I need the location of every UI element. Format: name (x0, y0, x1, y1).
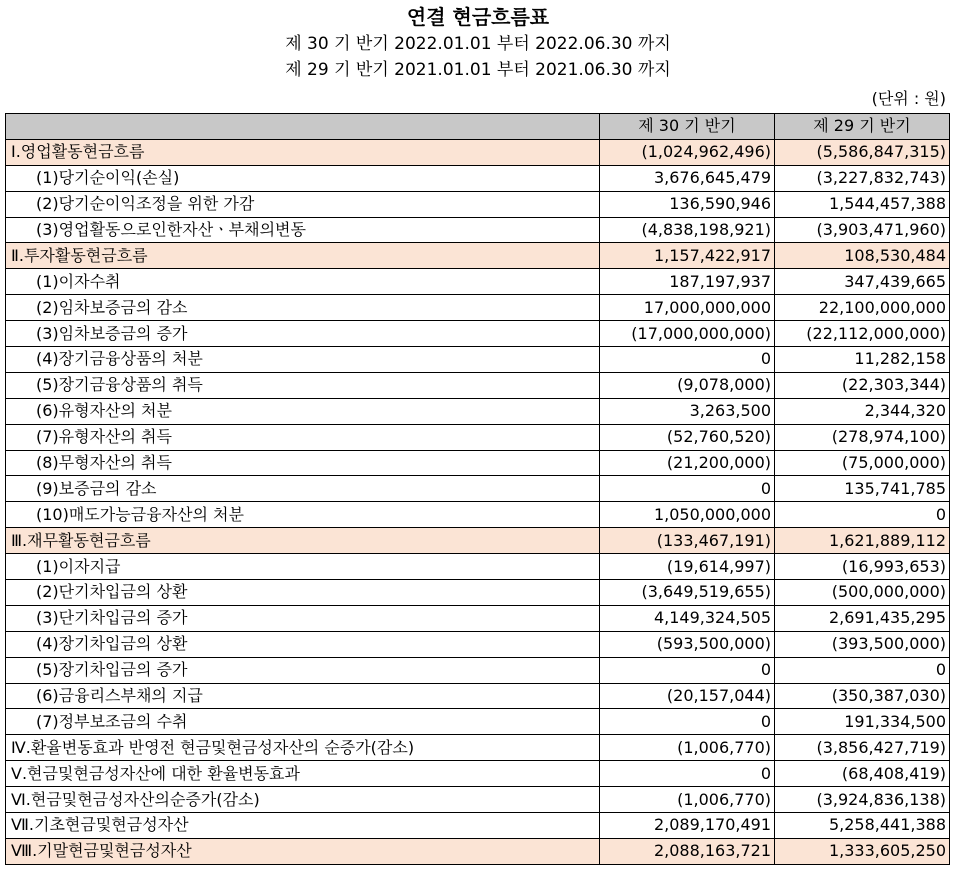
current-period-value: 2,088,163,721 (600, 838, 775, 864)
current-period-value: 17,000,000,000 (600, 295, 775, 321)
prior-period-value: (350,387,030) (775, 683, 950, 709)
table-row (6, 191, 950, 217)
period-current: 제 30 기 반기 2022.01.01 부터 2022.06.30 까지 (285, 34, 671, 54)
prior-period-value: 0 (775, 657, 950, 683)
prior-period-value: 0 (775, 502, 950, 528)
row-label: (1)이자수취 (6, 269, 600, 295)
table-row (6, 347, 950, 373)
row-label: (2)단기차입금의 상환 (6, 580, 600, 606)
period-prior: 제 29 기 반기 2021.01.01 부터 2021.06.30 까지 (285, 60, 671, 80)
prior-period-value: 2,691,435,295 (775, 605, 950, 631)
prior-period-value: (278,974,100) (775, 424, 950, 450)
table-row (6, 631, 950, 657)
prior-period-value: (5,586,847,315) (775, 139, 950, 165)
row-label: (3)임차보증금의 증가 (6, 321, 600, 347)
table-row (6, 372, 950, 398)
row-label: (3)단기차입금의 증가 (6, 605, 600, 631)
current-period-value: 0 (600, 657, 775, 683)
current-period-value: 1,157,422,917 (600, 243, 775, 269)
current-period-value: (19,614,997) (600, 554, 775, 580)
row-label: (7)유형자산의 취득 (6, 424, 600, 450)
table-row (6, 709, 950, 735)
current-period-value: (1,024,962,496) (600, 139, 775, 165)
current-period-value: 4,149,324,505 (600, 605, 775, 631)
current-period-value: (52,760,520) (600, 424, 775, 450)
prior-period-value: 11,282,158 (775, 347, 950, 373)
prior-period-value: (3,924,836,138) (775, 787, 950, 813)
table-row (6, 605, 950, 631)
statement-title: 연결 현금흐름표 (406, 5, 550, 29)
section-row (6, 528, 950, 554)
prior-period-value: (500,000,000) (775, 580, 950, 606)
row-label: Ⅰ.영업활동현금흐름 (6, 139, 600, 165)
table-row (6, 813, 950, 839)
section-row (6, 243, 950, 269)
current-period-value: (1,006,770) (600, 735, 775, 761)
current-period-value: (1,006,770) (600, 787, 775, 813)
prior-period-value: 1,621,889,112 (775, 528, 950, 554)
current-period-value: (3,649,519,655) (600, 580, 775, 606)
row-label: (10)매도가능금융자산의 처분 (6, 502, 600, 528)
row-label: (1)이자지급 (6, 554, 600, 580)
row-label: (7)정부보조금의 수취 (6, 709, 600, 735)
prior-period-value: 22,100,000,000 (775, 295, 950, 321)
row-label: (8)무형자산의 취득 (6, 450, 600, 476)
header-prior-period: 제 29 기 반기 (775, 114, 950, 140)
table-row (6, 787, 950, 813)
prior-period-value: 5,258,441,388 (775, 813, 950, 839)
table-row (6, 424, 950, 450)
table-row (6, 476, 950, 502)
cash-flow-table (5, 113, 950, 865)
row-label: (6)유형자산의 처분 (6, 398, 600, 424)
current-period-value: (21,200,000) (600, 450, 775, 476)
prior-period-value: 191,334,500 (775, 709, 950, 735)
prior-period-value: (22,303,344) (775, 372, 950, 398)
row-label: (2)당기순이익조정을 위한 가감 (6, 191, 600, 217)
table-row (6, 580, 950, 606)
current-period-value: 1,050,000,000 (600, 502, 775, 528)
table-row (6, 269, 950, 295)
current-period-value: 0 (600, 347, 775, 373)
current-period-value: 0 (600, 476, 775, 502)
prior-period-value: (3,856,427,719) (775, 735, 950, 761)
unit-label: (단위 : 원) (871, 89, 946, 108)
section-row (6, 139, 950, 165)
table-row (6, 165, 950, 191)
row-label: (9)보증금의 감소 (6, 476, 600, 502)
row-label: (5)장기금융상품의 취득 (6, 372, 600, 398)
row-label: Ⅱ.투자활동현금흐름 (6, 243, 600, 269)
row-label: Ⅷ.기말현금및현금성자산 (6, 838, 600, 864)
current-period-value: 0 (600, 709, 775, 735)
current-period-value: (17,000,000,000) (600, 321, 775, 347)
header-blank-cell (6, 114, 600, 140)
table-row (6, 502, 950, 528)
table-row (6, 657, 950, 683)
prior-period-value: (16,993,653) (775, 554, 950, 580)
row-label: Ⅴ.현금및현금성자산에 대한 환율변동효과 (6, 761, 600, 787)
table-row (6, 295, 950, 321)
table-body (6, 139, 950, 864)
table-row (6, 217, 950, 243)
table-row (6, 735, 950, 761)
prior-period-value: 135,741,785 (775, 476, 950, 502)
current-period-value: (593,500,000) (600, 631, 775, 657)
prior-period-value: 347,439,665 (775, 269, 950, 295)
table-row (6, 450, 950, 476)
row-label: (4)장기금융상품의 처분 (6, 347, 600, 373)
row-label: Ⅳ.환율변동효과 반영전 현금및현금성자산의 순증가(감소) (6, 735, 600, 761)
row-label: Ⅶ.기초현금및현금성자산 (6, 813, 600, 839)
row-label: Ⅲ.재무활동현금흐름 (6, 528, 600, 554)
row-label: Ⅵ.현금및현금성자산의순증가(감소) (6, 787, 600, 813)
prior-period-value: (393,500,000) (775, 631, 950, 657)
prior-period-value: 1,544,457,388 (775, 191, 950, 217)
current-period-value: 187,197,937 (600, 269, 775, 295)
prior-period-value: 108,530,484 (775, 243, 950, 269)
row-label: (4)장기차입금의 상환 (6, 631, 600, 657)
table-row (6, 761, 950, 787)
prior-period-value: 2,344,320 (775, 398, 950, 424)
table-row (6, 683, 950, 709)
row-label: (3)영업활동으로인한자산ㆍ부채의변동 (6, 217, 600, 243)
current-period-value: (20,157,044) (600, 683, 775, 709)
section-row (6, 838, 950, 864)
current-period-value: 0 (600, 761, 775, 787)
row-label: (2)임차보증금의 감소 (6, 295, 600, 321)
prior-period-value: 1,333,605,250 (775, 838, 950, 864)
prior-period-value: (3,227,832,743) (775, 165, 950, 191)
table-row (6, 321, 950, 347)
current-period-value: 136,590,946 (600, 191, 775, 217)
current-period-value: (133,467,191) (600, 528, 775, 554)
current-period-value: (9,078,000) (600, 372, 775, 398)
table-row (6, 554, 950, 580)
prior-period-value: (68,408,419) (775, 761, 950, 787)
table-header-row (6, 114, 950, 140)
current-period-value: 3,676,645,479 (600, 165, 775, 191)
prior-period-value: (3,903,471,960) (775, 217, 950, 243)
row-label: (6)금융리스부채의 지급 (6, 683, 600, 709)
prior-period-value: (75,000,000) (775, 450, 950, 476)
current-period-value: (4,838,198,921) (600, 217, 775, 243)
header-current-period: 제 30 기 반기 (600, 114, 775, 140)
prior-period-value: (22,112,000,000) (775, 321, 950, 347)
row-label: (1)당기순이익(손실) (6, 165, 600, 191)
current-period-value: 2,089,170,491 (600, 813, 775, 839)
row-label: (5)장기차입금의 증가 (6, 657, 600, 683)
table-row (6, 398, 950, 424)
current-period-value: 3,263,500 (600, 398, 775, 424)
